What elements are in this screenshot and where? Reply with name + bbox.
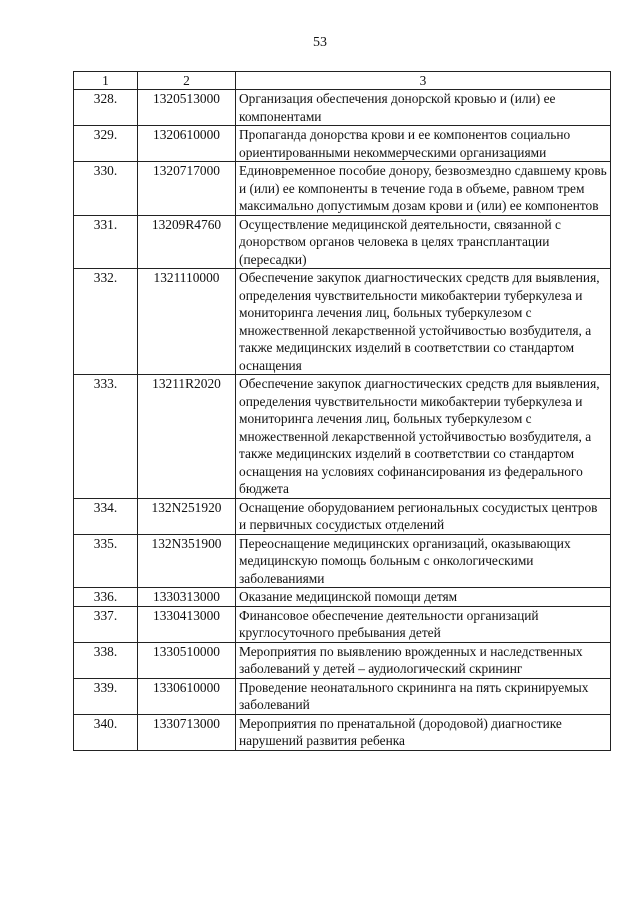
table-row	[74, 534, 611, 588]
table-row	[74, 678, 611, 714]
table-row	[74, 606, 611, 642]
row-code: 1320610000	[138, 126, 236, 162]
row-name: Финансовое обеспечение деятельности организаций круглосуточного пребывания детей	[236, 606, 611, 642]
table-row	[74, 714, 611, 750]
row-code: 1330610000	[138, 678, 236, 714]
row-name: Оказание медицинской помощи детям	[236, 588, 611, 607]
row-number: 332.	[74, 269, 138, 375]
table-row	[74, 498, 611, 534]
table-row	[74, 126, 611, 162]
page-number: 53	[313, 35, 327, 50]
budget-codes-table	[73, 71, 611, 751]
row-number: 333.	[74, 375, 138, 499]
table-row	[74, 162, 611, 216]
table-row	[74, 375, 611, 499]
row-code: 13211R2020	[138, 375, 236, 499]
row-number: 334.	[74, 498, 138, 534]
row-name: Мероприятия по пренатальной (дородовой) диагностике нарушений развития ребенка	[236, 714, 611, 750]
row-code: 1321110000	[138, 269, 236, 375]
row-name: Обеспечение закупок диагностических средств для выявления, определения чувствительности микобактерии туберкулеза и мониторинга лечения лиц, больных туберкулезом с множественной лекарственной устойчивостью возбудителя, а также медицинских изделий в соответствии со стандартом оснащения	[236, 269, 611, 375]
row-code: 13209R4760	[138, 215, 236, 269]
header-col-2: 2	[138, 72, 236, 90]
header-row	[74, 72, 611, 90]
row-code: 132N351900	[138, 534, 236, 588]
row-number: 330.	[74, 162, 138, 216]
row-name: Мероприятия по выявлению врожденных и наследственных заболеваний у детей – аудиологический скрининг	[236, 642, 611, 678]
header-col-1: 1	[74, 72, 138, 90]
row-code: 1330313000	[138, 588, 236, 607]
row-number: 339.	[74, 678, 138, 714]
row-code: 132N251920	[138, 498, 236, 534]
table-row	[74, 588, 611, 607]
row-number: 336.	[74, 588, 138, 607]
row-number: 337.	[74, 606, 138, 642]
row-name: Осуществление медицинской деятельности, связанной с донорством органов человека в целях трансплантации (пересадки)	[236, 215, 611, 269]
row-name: Переоснащение медицинских организаций, оказывающих медицинскую помощь больным с онкологическими заболеваниями	[236, 534, 611, 588]
row-name: Обеспечение закупок диагностических средств для выявления, определения чувствительности микобактерии туберкулеза и мониторинга лечения лиц, больных туберкулезом с множественной лекарственной устойчивостью возбудителя, а также медицинских изделий в соответствии со стандартом оснащения на условиях софинансирования из федерального бюджета	[236, 375, 611, 499]
row-code: 1330510000	[138, 642, 236, 678]
row-number: 340.	[74, 714, 138, 750]
table-row	[74, 90, 611, 126]
row-code: 1320513000	[138, 90, 236, 126]
row-number: 331.	[74, 215, 138, 269]
row-number: 338.	[74, 642, 138, 678]
row-code: 1330713000	[138, 714, 236, 750]
row-name: Единовременное пособие донору, безвозмездно сдавшему кровь и (или) ее компоненты в течение года в объеме, равном трем максимально допустимым дозам крови и (или) ее компонентов	[236, 162, 611, 216]
row-number: 329.	[74, 126, 138, 162]
row-number: 328.	[74, 90, 138, 126]
table-row	[74, 215, 611, 269]
row-name: Организация обеспечения донорской кровью и (или) ее компонентами	[236, 90, 611, 126]
header-col-3: 3	[236, 72, 611, 90]
row-name: Пропаганда донорства крови и ее компонентов социально ориентированными некоммерческими организациями	[236, 126, 611, 162]
table-row	[74, 642, 611, 678]
row-code: 1330413000	[138, 606, 236, 642]
row-name: Проведение неонатального скрининга на пять скринируемых заболеваний	[236, 678, 611, 714]
row-code: 1320717000	[138, 162, 236, 216]
table-row	[74, 269, 611, 375]
row-number: 335.	[74, 534, 138, 588]
row-name: Оснащение оборудованием региональных сосудистых центров и первичных сосудистых отделений	[236, 498, 611, 534]
